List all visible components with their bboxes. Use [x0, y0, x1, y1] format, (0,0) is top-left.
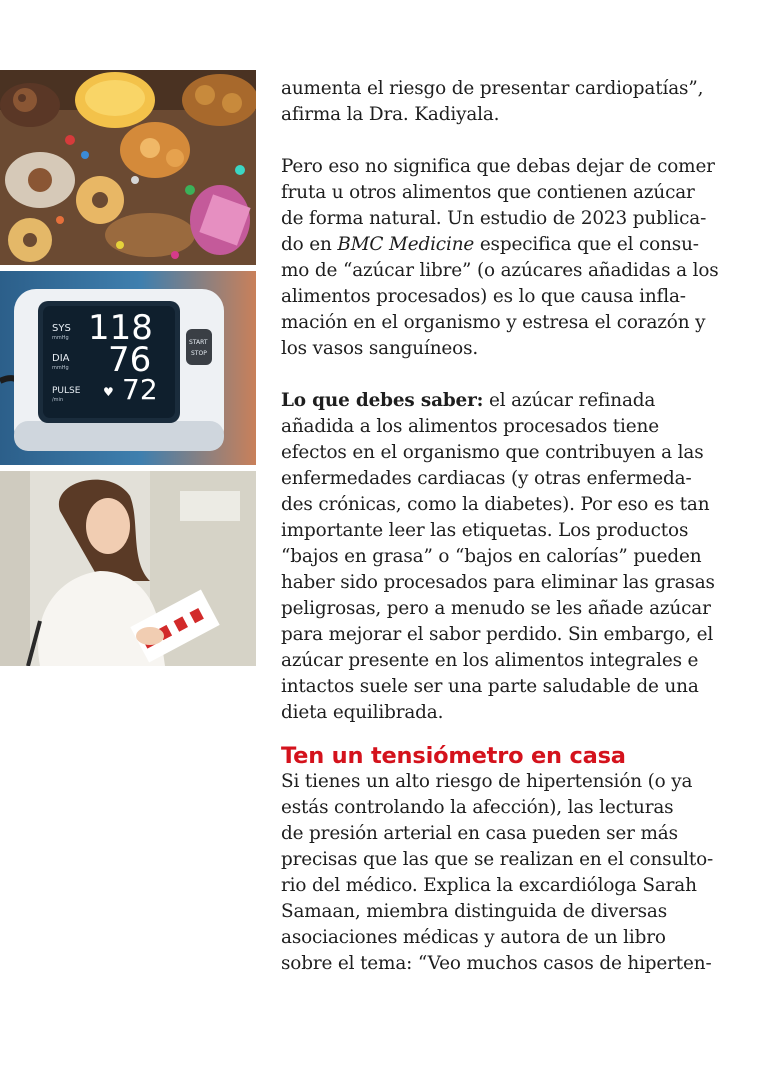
text-line: importante leer las etiquetas. Los productos — [281, 520, 689, 541]
stop-label: STOP — [191, 350, 207, 357]
dia-label: DIA — [52, 353, 70, 364]
start-label: START — [189, 339, 208, 346]
woman-reading-label-illustration — [0, 471, 256, 666]
section-heading: Ten un tensiómetro en casa — [281, 743, 626, 769]
text-fragment: el azúcar refinada — [483, 390, 656, 411]
text-line: alimentos procesados) es lo que causa infla- — [281, 286, 686, 307]
text-line: dieta equilibrada. — [281, 702, 444, 723]
lead-in-bold: Lo que debes saber: — [281, 390, 484, 411]
text-line: mo de “azúcar libre” (o azúcares añadidas a los — [281, 260, 719, 281]
heart-icon: ♥ — [103, 385, 114, 399]
text-fragment: especifica que el consu- — [474, 234, 699, 255]
text-line: enfermedades cardiacas (y otras enfermeda- — [281, 468, 692, 489]
text-line: para mejorar el sabor perdido. Sin embargo, el — [281, 624, 714, 645]
sweets-photo — [0, 70, 256, 265]
text-line — [281, 388, 741, 414]
text-line: afirma la Dra. Kadiyala. — [281, 104, 500, 125]
pulse-label: PULSE — [52, 386, 81, 396]
blood-pressure-monitor-photo — [0, 271, 256, 465]
paragraph-3 — [281, 388, 741, 726]
text-line: de presión arterial en casa pueden ser más — [281, 823, 678, 844]
sweets-illustration — [0, 70, 256, 265]
blood-pressure-monitor-illustration — [0, 271, 256, 465]
pulse-unit: /min — [52, 397, 64, 403]
dia-value: 76 — [108, 340, 152, 380]
text-line: efectos en el organismo que contribuyen a las — [281, 442, 704, 463]
text-line: Si tienes un alto riesgo de hipertensión (o ya — [281, 771, 693, 792]
text-line: aumenta el riesgo de presentar cardiopatías”, — [281, 78, 704, 99]
article-column — [281, 76, 741, 977]
text-line: haber sido procesados para eliminar las grasas — [281, 572, 715, 593]
text-line: rio del médico. Explica la excardióloga Sarah — [281, 875, 697, 896]
text-line: azúcar presente en los alimentos integrales e — [281, 650, 699, 671]
text-line: Samaan, miembra distinguida de diversas — [281, 901, 667, 922]
dia-unit: mmHg — [52, 365, 69, 371]
text-line: los vasos sanguíneos. — [281, 338, 479, 359]
pulse-value: 72 — [122, 373, 158, 406]
woman-reading-label-photo — [0, 471, 256, 666]
paragraph-2 — [281, 154, 741, 362]
text-line: fruta u otros alimentos que contienen azúcar — [281, 182, 695, 203]
text-line: añadida a los alimentos procesados tiene — [281, 416, 659, 437]
text-line: des crónicas, como la diabetes). Por eso es tan — [281, 494, 710, 515]
paragraph-4 — [281, 769, 741, 977]
sys-label: SYS — [52, 323, 71, 334]
text-line: mación en el organismo y estresa el corazón y — [281, 312, 706, 333]
text-line — [281, 232, 741, 258]
text-line: asociaciones médicas y autora de un libro — [281, 927, 666, 948]
text-line: intactos suele ser una parte saludable de una — [281, 676, 699, 697]
text-line: “bajos en grasa” o “bajos en calorías” pueden — [281, 546, 702, 567]
paragraph-1 — [281, 76, 741, 128]
journal-name: BMC Medicine — [337, 234, 475, 255]
text-line: sobre el tema: “Veo muchos casos de hiperten- — [281, 953, 712, 974]
text-line: peligrosas, pero a menudo se les añade azúcar — [281, 598, 711, 619]
text-line: de forma natural. Un estudio de 2023 publica- — [281, 208, 707, 229]
text-fragment: do en — [281, 234, 338, 255]
text-line: Pero eso no significa que debas dejar de comer — [281, 156, 715, 177]
sys-unit: mmHg — [52, 335, 69, 341]
text-line: estás controlando la afección), las lecturas — [281, 797, 674, 818]
sys-value: 118 — [88, 308, 153, 348]
text-line: precisas que las que se realizan en el consulto- — [281, 849, 714, 870]
